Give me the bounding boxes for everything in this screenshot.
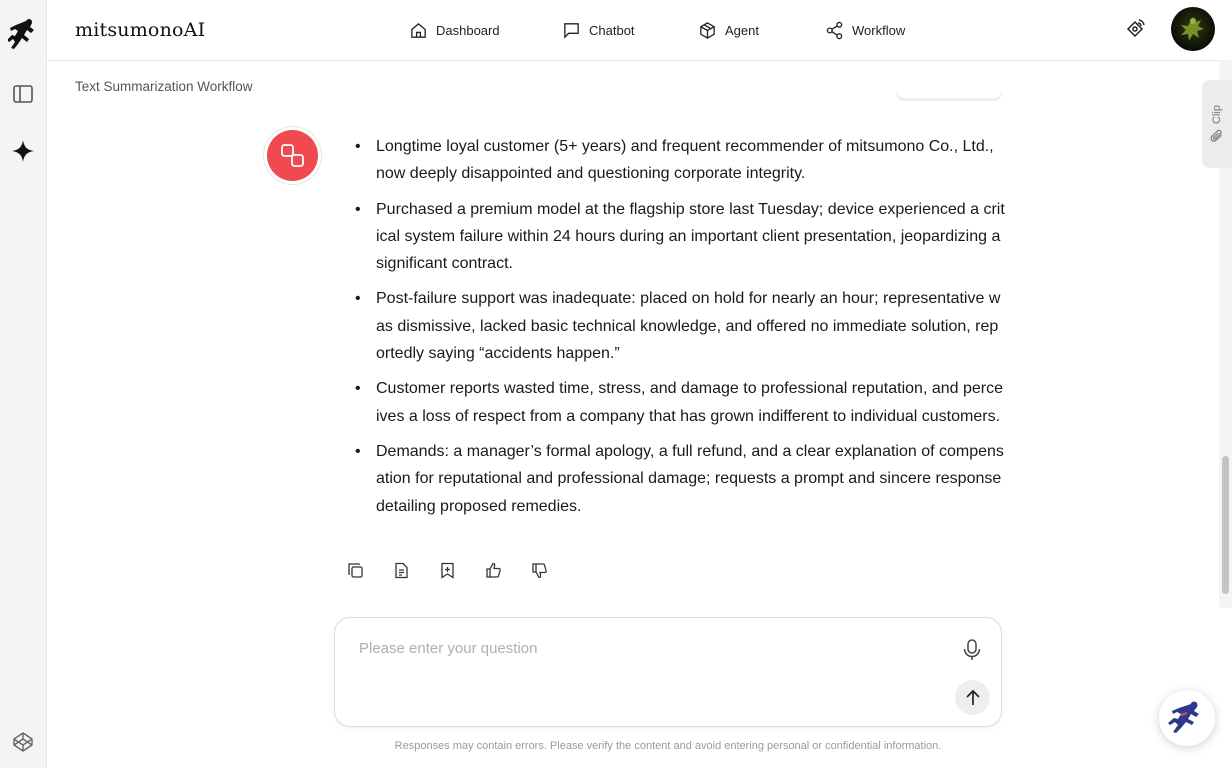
nav-label: Chatbot <box>589 22 635 38</box>
sidebar <box>0 0 47 768</box>
summary-list <box>355 133 1005 520</box>
user-avatar[interactable] <box>1171 7 1215 51</box>
scrollbar-thumb[interactable] <box>1222 456 1229 594</box>
nav-chatbot[interactable] <box>562 0 635 60</box>
ninja-mascot-icon <box>1167 698 1207 738</box>
paperclip-icon <box>1210 129 1224 143</box>
workflow-node-icon <box>279 142 307 170</box>
thumbs-up-icon[interactable] <box>483 560 503 580</box>
question-input-box <box>334 617 1002 727</box>
send-button[interactable] <box>955 680 990 715</box>
nav-agent[interactable] <box>698 0 759 60</box>
nav-workflow[interactable] <box>825 0 905 60</box>
app-brand[interactable]: mitsumonoAI <box>75 19 206 41</box>
summary-item: • Customer reports wasted time, stress, and damage to professional reputation, and perceives a loss of respect from a company that has grown indifferent to individual customers. <box>355 375 1005 430</box>
sparkle-icon[interactable] <box>8 136 38 166</box>
previous-message-edge <box>896 92 1002 101</box>
clip-tab[interactable] <box>1202 80 1232 168</box>
bot-avatar <box>263 126 322 185</box>
codepen-icon[interactable] <box>8 727 38 757</box>
clip-label: Clip <box>1211 104 1223 124</box>
box-icon <box>698 21 717 40</box>
document-icon[interactable] <box>391 560 411 580</box>
chat-icon <box>562 21 581 40</box>
top-bar <box>47 0 1232 61</box>
nav-label: Dashboard <box>436 22 500 38</box>
assistant-launcher-button[interactable] <box>1159 690 1215 746</box>
question-input[interactable] <box>359 640 929 680</box>
bookmark-add-icon[interactable] <box>437 560 457 580</box>
answer-content <box>355 133 1005 528</box>
copy-icon[interactable] <box>345 560 365 580</box>
arrow-up-icon <box>964 689 982 707</box>
sidebar-toggle-icon[interactable] <box>8 79 38 109</box>
home-icon <box>409 21 428 40</box>
share-icon <box>825 21 844 40</box>
runner-logo-icon[interactable] <box>7 18 39 52</box>
thumbs-down-icon[interactable] <box>529 560 549 580</box>
microphone-icon[interactable] <box>961 638 983 662</box>
nav-label: Workflow <box>852 22 906 38</box>
summary-item: • Demands: a manager’s formal apology, a full refund, and a clear explanation of compensation for reputational and professional damage; requests a prompt and sincere response detailing proposed remedies. <box>355 438 1005 520</box>
summary-item: • Longtime loyal customer (5+ years) and frequent recommender of mitsumono Co., Ltd., now deeply disappointed and questioning corporate integrity. <box>355 133 1005 188</box>
breadcrumb: Text Summarization Workflow <box>75 79 253 94</box>
summary-item: • Post-failure support was inadequate: placed on hold for nearly an hour; representative was dismissive, lacked basic technical knowledge, and offered no immediate solution, reportedly saying “accidents happen.” <box>355 285 1005 367</box>
nav-label: Agent <box>725 22 759 38</box>
satellite-icon[interactable] <box>1123 17 1147 41</box>
message-actions <box>345 560 549 580</box>
nav-dashboard[interactable] <box>409 0 500 60</box>
disclaimer-text: Responses may contain errors. Please verify the content and avoid entering personal or confidential information. <box>394 740 942 752</box>
summary-item: • Purchased a premium model at the flagship store last Tuesday; device experienced a critical system failure within 24 hours during an important client presentation, jeopardizing a significant contract. <box>355 196 1005 278</box>
